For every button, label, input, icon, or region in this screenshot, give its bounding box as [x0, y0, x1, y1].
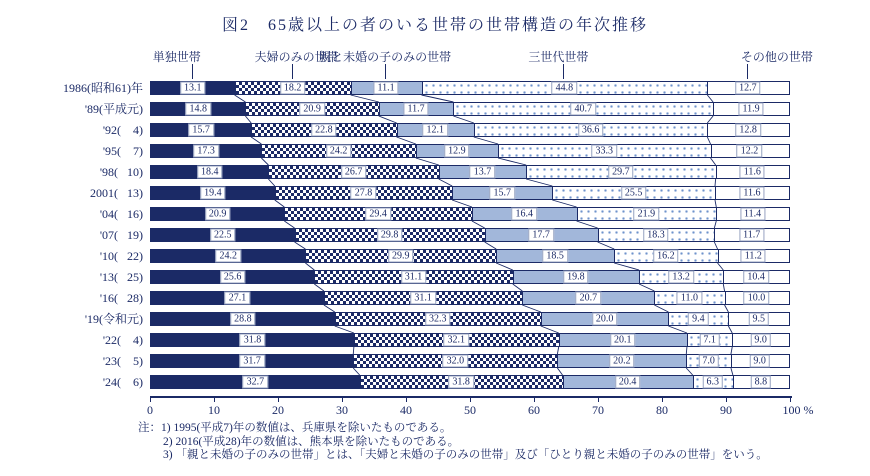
connector-line [718, 263, 724, 270]
value-label: 6.3 [703, 376, 724, 389]
value-label: 20.2 [609, 355, 635, 368]
value-label: 36.6 [578, 124, 604, 137]
year-label: '89(平成元) [84, 102, 143, 116]
connector-line [314, 284, 324, 291]
value-label: 9.0 [750, 334, 771, 347]
value-label: 25.6 [220, 271, 246, 284]
value-label: 11.9 [738, 103, 763, 116]
value-label: 25.5 [621, 187, 647, 200]
x-axis-tick-label: 80 [656, 403, 668, 417]
value-label: 18.2 [280, 82, 306, 95]
year-label: 1986(昭和61)年 [63, 81, 143, 95]
connector-line [707, 116, 713, 123]
legend-leader-line [747, 64, 748, 79]
year-label: '98( 10) [99, 165, 143, 179]
legend-label-3: 三世代世帯 [528, 50, 589, 64]
value-label: 28.8 [230, 313, 256, 326]
x-axis-tick [214, 398, 215, 402]
connector-line [513, 284, 523, 291]
connector-line [707, 137, 710, 144]
connector-line [541, 326, 559, 333]
connector-line [714, 221, 716, 228]
bar-row [150, 165, 790, 179]
value-label: 9.4 [688, 313, 709, 326]
value-label: 20.9 [299, 103, 325, 116]
connector-line [526, 179, 552, 186]
connector-line [731, 368, 733, 375]
connector-line [353, 368, 359, 375]
value-label: 7.1 [699, 334, 720, 347]
value-label: 16.4 [511, 208, 537, 221]
connector-line [324, 305, 335, 312]
bar-row [150, 123, 790, 137]
value-label: 20.1 [610, 334, 636, 347]
value-label: 11.6 [740, 166, 765, 179]
connector-line [714, 242, 717, 249]
bar-row [150, 81, 790, 95]
value-label: 15.7 [489, 187, 515, 200]
connector-line [261, 158, 268, 165]
x-axis-tick [598, 398, 599, 402]
value-label: 31.8 [240, 334, 266, 347]
value-label: 11.4 [740, 208, 765, 221]
year-label: '10( 22) [99, 249, 143, 263]
value-label: 18.5 [542, 250, 568, 263]
footnote-line: 注：1) 1995(平成7)年の数値は、兵庫県を除いたものである。 [138, 422, 452, 434]
year-label: '95( 7) [102, 144, 143, 158]
value-label: 32.1 [444, 334, 470, 347]
bar-row [150, 354, 790, 368]
value-label: 29.9 [388, 250, 414, 263]
connector-line [668, 326, 687, 333]
value-label: 22.8 [311, 124, 337, 137]
value-label: 29.7 [608, 166, 634, 179]
year-label: '24( 6) [102, 375, 143, 389]
legend-leader-line [292, 64, 293, 79]
connector-line [725, 305, 729, 312]
x-axis-tick-label: 90 [720, 403, 732, 417]
value-label: 18.3 [643, 229, 669, 242]
connector-line [284, 221, 294, 228]
value-label: 7.0 [698, 355, 719, 368]
value-label: 8.8 [751, 376, 772, 389]
x-axis-tick [726, 398, 727, 402]
connector-line [639, 284, 654, 291]
footnote-line: 2) 2016(平成28)年の数値は、熊本県を除いたものである。 [163, 435, 460, 448]
bar-row [150, 375, 790, 389]
value-label: 32.7 [243, 376, 269, 389]
connector-line [235, 95, 246, 102]
bar-row [150, 270, 790, 284]
value-label: 26.7 [341, 166, 367, 179]
legend-leader-line [563, 64, 564, 79]
x-axis-tick-label: 50 [464, 403, 476, 417]
connector-line [723, 284, 724, 291]
value-label: 32.0 [443, 355, 469, 368]
x-axis-tick-label: 40 [400, 403, 412, 417]
connector-line [474, 137, 498, 144]
connector-line [485, 242, 496, 249]
bar-row [150, 312, 790, 326]
x-axis-tick-label: 10 [208, 403, 220, 417]
bar-row [150, 228, 790, 242]
bar-row [150, 333, 790, 347]
year-label: '92( 4) [102, 123, 143, 137]
value-label: 24.2 [326, 145, 352, 158]
value-label: 40.7 [570, 103, 596, 116]
bar-row [150, 186, 790, 200]
x-axis-tick-label: 60 [528, 403, 540, 417]
connector-line [522, 305, 541, 312]
value-label: 10.0 [744, 292, 770, 305]
value-label: 17.3 [193, 145, 219, 158]
x-axis-line [150, 396, 792, 398]
value-label: 16.2 [653, 250, 679, 263]
connector-line [686, 347, 687, 354]
value-label: 13.2 [668, 271, 694, 284]
x-axis-tick [150, 398, 151, 402]
value-label: 19.4 [200, 187, 226, 200]
bar-row [150, 102, 790, 116]
connector-line [498, 158, 526, 165]
x-axis-tick [790, 398, 791, 402]
value-label: 15.7 [188, 124, 214, 137]
value-label: 12.8 [735, 124, 761, 137]
connector-line [728, 326, 732, 333]
value-label: 18.4 [197, 166, 223, 179]
value-label: 20.0 [592, 313, 618, 326]
connector-line [452, 200, 472, 207]
value-label: 31.1 [401, 271, 427, 284]
x-axis-tick [342, 398, 343, 402]
value-label: 31.7 [239, 355, 265, 368]
value-label: 22.5 [210, 229, 236, 242]
value-label: 31.8 [448, 376, 474, 389]
legend-label-4: その他の世帯 [740, 50, 813, 64]
year-label: '07( 19) [99, 228, 143, 242]
value-label: 20.9 [205, 208, 231, 221]
x-axis-tick [406, 398, 407, 402]
connector-line [335, 326, 354, 333]
bar-row [150, 144, 790, 158]
connector-line [268, 179, 274, 186]
x-axis-tick [662, 398, 663, 402]
value-label: 44.8 [552, 82, 578, 95]
x-axis-tick [534, 398, 535, 402]
connector-line [275, 200, 285, 207]
connector-line [439, 179, 452, 186]
connector-line [453, 116, 473, 123]
legend-leader-line [192, 64, 193, 79]
connector-line [715, 179, 716, 186]
value-label: 9.5 [748, 313, 769, 326]
legend-label-2: 親と未婚の子のみの世帯 [319, 50, 452, 64]
value-label: 24.2 [215, 250, 241, 263]
connector-line [295, 242, 306, 249]
year-label: 2001( 13) [90, 186, 143, 200]
value-label: 12.2 [737, 145, 763, 158]
connector-line [245, 116, 251, 123]
connector-line [577, 221, 598, 228]
value-label: 20.4 [615, 376, 641, 389]
connector-line [397, 137, 416, 144]
value-label: 29.8 [377, 229, 403, 242]
value-label: 13.7 [470, 166, 496, 179]
connector-line [598, 242, 615, 249]
value-label: 10.4 [743, 271, 769, 284]
connector-line [353, 347, 354, 354]
connector-line [552, 200, 576, 207]
value-label: 9.0 [749, 355, 770, 368]
value-label: 13.1 [180, 82, 206, 95]
value-label: 21.9 [634, 208, 660, 221]
year-label: '22( 4) [102, 333, 143, 347]
x-axis-tick-label: 30 [336, 403, 348, 417]
connector-line [416, 158, 439, 165]
value-label: 12.9 [444, 145, 470, 158]
x-axis-tick-label: 20 [272, 403, 284, 417]
connector-line [715, 200, 716, 207]
x-axis-tick-label: 70 [592, 403, 604, 417]
year-label: '16( 28) [99, 291, 143, 305]
value-label: 11.6 [739, 187, 764, 200]
value-label: 33.3 [592, 145, 618, 158]
x-axis-tick-label: 100 % [782, 403, 814, 417]
value-label: 11.0 [677, 292, 702, 305]
bar-row [150, 207, 790, 221]
connector-line [557, 368, 562, 375]
value-label: 27.8 [351, 187, 377, 200]
value-label: 29.4 [365, 208, 391, 221]
value-label: 12.1 [422, 124, 448, 137]
value-label: 11.7 [404, 103, 429, 116]
value-label: 14.8 [185, 103, 211, 116]
connector-line [731, 347, 732, 354]
legend-label-0: 単独世帯 [152, 50, 201, 64]
footnote-line: 3) 「親と未婚の子のみの世帯」とは、「夫婦と未婚の子のみの世帯」及び「ひとり親と未婚の子のみの世帯」をいう。 [163, 449, 768, 461]
connector-line [351, 95, 379, 102]
connector-line [422, 95, 454, 102]
value-label: 11.1 [374, 82, 399, 95]
connector-line [379, 116, 397, 123]
legend-leader-line [385, 64, 386, 79]
value-label: 31.1 [410, 292, 436, 305]
x-axis-tick [278, 398, 279, 402]
x-axis-tick [470, 398, 471, 402]
chart-title: 図2 65歳以上の者のいる世帯の世帯構造の年次推移 [221, 17, 648, 34]
connector-line [686, 368, 692, 375]
connector-line [654, 305, 668, 312]
value-label: 27.1 [225, 292, 251, 305]
value-label: 11.2 [741, 250, 766, 263]
connector-line [557, 347, 558, 354]
year-label: '13( 25) [99, 270, 143, 284]
value-label: 11.7 [739, 229, 764, 242]
value-label: 17.7 [528, 229, 554, 242]
bar-row [150, 291, 790, 305]
connector-line [614, 263, 639, 270]
connector-line [707, 95, 713, 102]
bar-row [150, 249, 790, 263]
connector-line [496, 263, 513, 270]
x-axis-tick-label: 0 [147, 403, 153, 417]
value-label: 20.7 [576, 292, 602, 305]
year-label: '04( 16) [99, 207, 143, 221]
legend-label-1: 夫婦のみの世帯 [254, 50, 339, 64]
value-label: 19.8 [563, 271, 589, 284]
connector-line [305, 263, 314, 270]
connector-line [251, 137, 261, 144]
year-label: '19(令和元) [84, 312, 143, 326]
connector-line [472, 221, 485, 228]
value-label: 12.7 [735, 82, 761, 95]
year-label: '23( 5) [102, 354, 143, 368]
value-label: 32.3 [425, 313, 451, 326]
connector-line [711, 158, 716, 165]
